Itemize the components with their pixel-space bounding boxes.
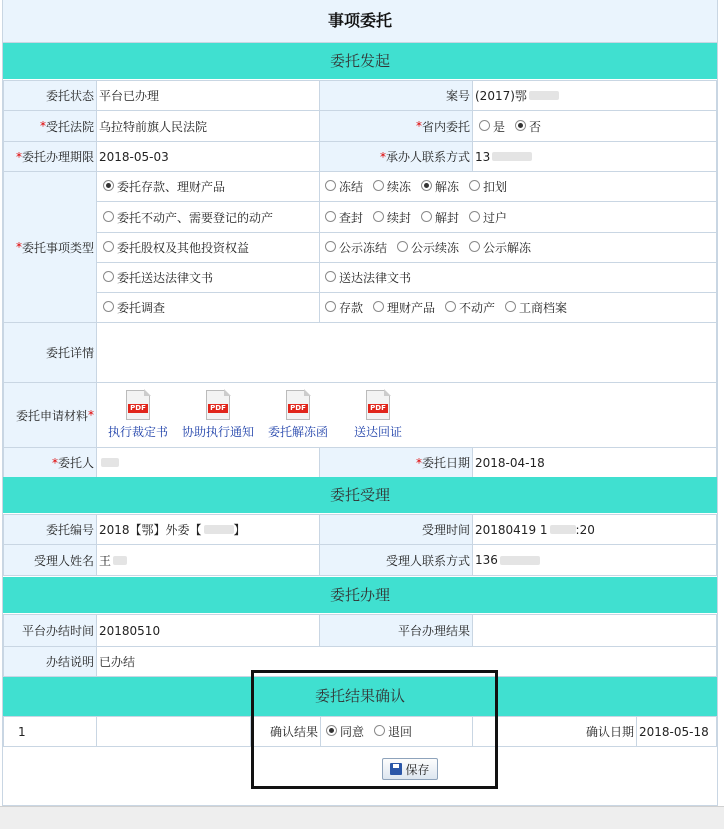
type-option-5[interactable] bbox=[96, 292, 320, 323]
in-province-yes-radio[interactable]: 是 bbox=[479, 118, 505, 135]
page-title: 事项委托 bbox=[3, 0, 717, 43]
suboption-radio[interactable]: 不动产 bbox=[445, 299, 495, 316]
radio-icon bbox=[325, 271, 336, 282]
court-label: * 受托法院 bbox=[3, 110, 97, 142]
suboption-radio[interactable]: 工商档案 bbox=[505, 299, 567, 316]
accept-time-label: 受理时间 bbox=[319, 514, 473, 545]
confirm-empty-cell bbox=[96, 716, 251, 747]
court-value: 乌拉特前旗人民法院 bbox=[96, 110, 320, 142]
radio-icon bbox=[103, 241, 114, 252]
delegator-value bbox=[96, 447, 320, 478]
accept-time-value: 20180419 1 :20 bbox=[472, 514, 717, 545]
suboption-radio[interactable]: 理财产品 bbox=[373, 299, 435, 316]
status-label: 委托状态 bbox=[3, 80, 97, 111]
type-suboptions-5 bbox=[319, 292, 717, 323]
radio-icon bbox=[373, 180, 384, 191]
radio-icon bbox=[325, 301, 336, 312]
materials-label: 委托申请材料 * bbox=[3, 382, 97, 448]
section-handle-header: 委托办理 bbox=[3, 577, 717, 613]
save-button[interactable]: 保存 bbox=[382, 758, 438, 780]
type-label: * 委托事项类型 bbox=[3, 171, 97, 323]
radio-icon bbox=[479, 120, 490, 131]
radio-checked-icon bbox=[421, 180, 432, 191]
type-option-label: 委托调查 bbox=[117, 301, 166, 315]
radio-icon bbox=[325, 241, 336, 252]
handle-result-label: 平台办理结果 bbox=[319, 614, 473, 647]
confirm-result-label: 确认结果 bbox=[250, 716, 321, 747]
radio-checked-icon bbox=[515, 120, 526, 131]
pdf-icon: PDF bbox=[366, 390, 390, 420]
in-province-label: * 省内委托 bbox=[319, 110, 473, 142]
pdf-icon: PDF bbox=[126, 390, 150, 420]
material-pdf-2[interactable]: PDF 协助执行通知 bbox=[178, 390, 258, 440]
highlight-box bbox=[251, 670, 498, 789]
deadline-value: 2018-05-03 bbox=[96, 141, 320, 172]
suboption-radio[interactable]: 送达法律文书 bbox=[325, 269, 411, 286]
section-confirm-header: 委托结果确认 bbox=[3, 677, 717, 716]
type-option-label: 委托不动产、需要登记的动产 bbox=[117, 210, 274, 225]
pdf-icon: PDF bbox=[286, 390, 310, 420]
date-value: 2018-04-18 bbox=[472, 447, 717, 478]
case-no-value: (2017)鄂 bbox=[472, 80, 717, 111]
radio-icon bbox=[469, 211, 480, 222]
finish-time-value: 20180510 bbox=[96, 614, 320, 647]
status-value: 平台已办理 bbox=[96, 80, 320, 111]
accept-contact-label: 受理人联系方式 bbox=[319, 544, 473, 576]
radio-icon bbox=[103, 301, 114, 312]
note-value: 已办结 bbox=[96, 646, 717, 677]
accept-no-label: 委托编号 bbox=[3, 514, 97, 545]
material-pdf-4[interactable]: PDF 送达回证 bbox=[344, 390, 412, 440]
suboption-radio[interactable]: 解封 bbox=[421, 209, 459, 226]
suboption-radio[interactable]: 续封 bbox=[373, 209, 411, 226]
in-province-options bbox=[472, 110, 717, 142]
radio-icon bbox=[325, 211, 336, 222]
detail-value bbox=[96, 322, 717, 383]
suboption-radio[interactable]: 解冻 bbox=[421, 178, 459, 195]
case-no-label: 案号 bbox=[319, 80, 473, 111]
suboption-radio[interactable]: 扣划 bbox=[469, 178, 507, 195]
in-province-no-radio[interactable]: 否 bbox=[515, 118, 541, 135]
handle-result-value bbox=[472, 614, 717, 647]
type-option-2[interactable] bbox=[96, 201, 320, 233]
radio-icon bbox=[421, 211, 432, 222]
suboption-radio[interactable]: 公示续冻 bbox=[397, 239, 459, 256]
radio-checked-icon bbox=[103, 180, 114, 191]
type-option-label: 委托送达法律文书 bbox=[117, 271, 214, 285]
type-suboptions-1 bbox=[319, 171, 717, 202]
detail-label: 委托详情 bbox=[3, 322, 97, 383]
handler-contact-value: 13 bbox=[472, 141, 717, 172]
type-option-label: 委托股权及其他投资权益 bbox=[117, 241, 250, 255]
accept-no-value: 2018【鄂】外委【 】 bbox=[96, 514, 320, 545]
delegator-label: * 委托人 bbox=[3, 447, 97, 478]
radio-icon bbox=[505, 301, 516, 312]
suboption-radio[interactable]: 过户 bbox=[469, 209, 507, 226]
radio-icon bbox=[373, 301, 384, 312]
type-option-label: 委托存款、理财产品 bbox=[117, 180, 226, 194]
date-label: * 委托日期 bbox=[319, 447, 473, 478]
confirm-agree-radio[interactable]: 同意 bbox=[326, 723, 364, 740]
accept-name-label: 受理人姓名 bbox=[3, 544, 97, 576]
handler-contact-label: * 承办人联系方式 bbox=[319, 141, 473, 172]
confirm-row-index: 1 bbox=[3, 716, 97, 747]
type-option-3[interactable] bbox=[96, 232, 320, 263]
note-label: 办结说明 bbox=[3, 646, 97, 677]
deadline-label: * 委托办理期限 bbox=[3, 141, 97, 172]
type-suboptions-2 bbox=[319, 201, 717, 233]
radio-icon bbox=[103, 271, 114, 282]
section-initiate-header: 委托发起 bbox=[3, 43, 717, 79]
confirm-reject-radio[interactable]: 退回 bbox=[374, 723, 412, 740]
suboption-radio[interactable]: 公示冻结 bbox=[325, 239, 387, 256]
radio-icon bbox=[103, 211, 114, 222]
pdf-icon: PDF bbox=[206, 390, 230, 420]
radio-icon bbox=[325, 180, 336, 191]
confirm-date-value: 2018-05-18 bbox=[636, 716, 717, 747]
type-option-4[interactable] bbox=[96, 262, 320, 293]
material-pdf-1[interactable]: PDF 执行裁定书 bbox=[104, 390, 172, 440]
confirm-date-label: 确认日期 bbox=[472, 716, 637, 747]
suboption-radio[interactable]: 存款 bbox=[325, 299, 363, 316]
suboption-radio[interactable]: 冻结 bbox=[325, 178, 363, 195]
section-accept-header: 委托受理 bbox=[3, 477, 717, 513]
radio-icon bbox=[445, 301, 456, 312]
accept-contact-value: 136 bbox=[472, 544, 717, 576]
type-suboptions-4 bbox=[319, 262, 717, 293]
material-pdf-3[interactable]: PDF 委托解冻函 bbox=[264, 390, 332, 440]
suboption-radio[interactable]: 公示解冻 bbox=[469, 239, 531, 256]
radio-icon bbox=[469, 241, 480, 252]
radio-icon bbox=[397, 241, 408, 252]
radio-icon bbox=[469, 180, 480, 191]
accept-name-value: 王 bbox=[96, 544, 320, 576]
type-option-1[interactable] bbox=[96, 171, 320, 202]
finish-time-label: 平台办结时间 bbox=[3, 614, 97, 647]
type-suboptions-3 bbox=[319, 232, 717, 263]
suboption-radio[interactable]: 查封 bbox=[325, 209, 363, 226]
bottom-scrollbar[interactable] bbox=[0, 806, 724, 829]
radio-icon bbox=[373, 211, 384, 222]
suboption-radio[interactable]: 续冻 bbox=[373, 178, 411, 195]
